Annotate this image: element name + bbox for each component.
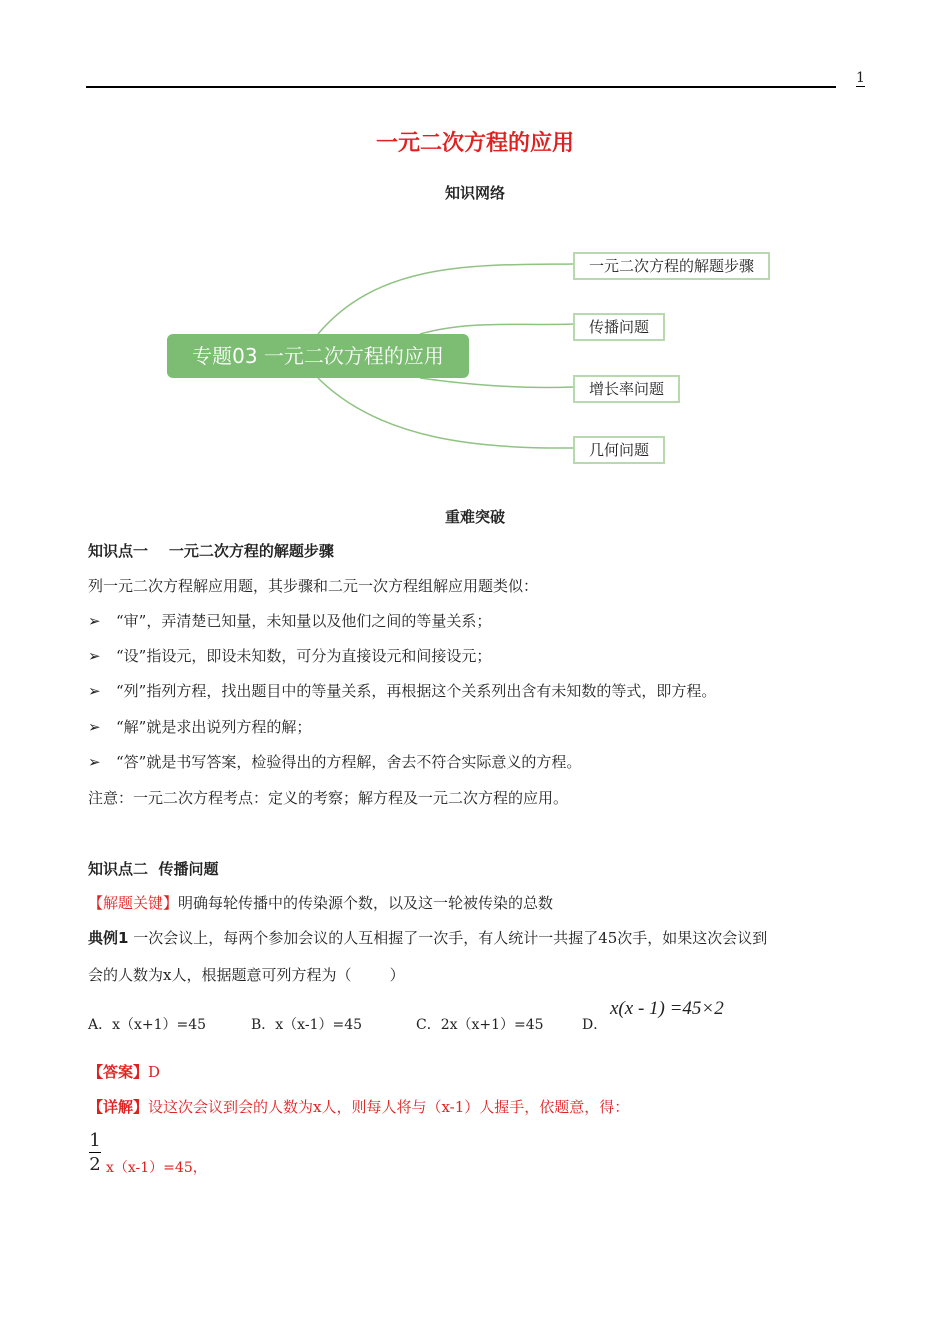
option-c: C．2x（x+1）=45 [416,1017,544,1033]
option-b: B．x（x-1）=45 [251,1017,363,1033]
bullet-arrow-icon: ➢ [88,682,101,700]
option-d-formula: x(x - 1) =45×2 [610,998,724,1019]
bullet-arrow-icon: ➢ [88,647,101,665]
list-item: ➢ “设”指设元，即设未知数，可分为直接设元和间接设元； [88,647,492,665]
list-item: ➢ “答”就是书写答案，检验得出的方程解，舍去不符合实际意义的方程。 [88,753,582,771]
fraction-half: 1 2 [89,1130,101,1175]
kp2-heading: 知识点二 传播问题 [88,860,219,878]
kp1-note: 注意：一元二次方程考点：定义的考察；解方程及一元二次方程的应用。 [88,789,569,807]
mindmap-node-growth: 增长率问题 [573,375,680,403]
kp1-heading: 知识点一 一元二次方程的解题步骤 [88,542,334,560]
kp2-key: 【解题关键】明确每轮传播中的传染源个数，以及这一轮被传染的总数 [88,894,554,912]
page-number: 1 [856,70,865,86]
answer: 【答案】D [88,1063,161,1081]
mindmap-node-steps: 一元二次方程的解题步骤 [573,252,770,280]
list-item: ➢ “列”指列方程，找出题目中的等量关系，再根据这个关系列出含有未知数的等式，即方程。 [88,682,717,700]
kp1-intro: 列一元二次方程解应用题，其步骤和二元一次方程组解应用题类似： [88,577,539,595]
list-item: ➢ “审”，弄清楚已知量，未知量以及他们之间的等量关系； [88,612,492,630]
mindmap-node-geometry: 几何问题 [573,436,665,464]
mindmap-connectors [0,0,950,520]
section-heading-breakthrough: 重难突破 [444,508,505,526]
example-1-cont: 会的人数为x人，根据题意可列方程为（ ） [88,966,405,984]
detail: 【详解】设这次会议到会的人数为x人，则每人将与（x-1）人握手，依题意，得： [88,1098,630,1116]
bullet-arrow-icon: ➢ [88,612,101,630]
bullet-arrow-icon: ➢ [88,718,101,736]
option-d: D． [582,1017,608,1033]
detail-equation: x（x-1）=45， [106,1160,207,1176]
mindmap-node-spread: 传播问题 [573,313,665,341]
mindmap-center-node: 专题03 一元二次方程的应用 [167,334,469,378]
section-heading-network: 知识网络 [444,184,505,202]
page-title: 一元二次方程的应用 [375,131,574,156]
bullet-arrow-icon: ➢ [88,753,101,771]
option-a: A．x（x+1）=45 [88,1017,207,1033]
example-1: 典例1 一次会议上，每两个参加会议的人互相握了一次手，有人统计一共握了45次手，如果这次会议到 [88,929,768,947]
list-item: ➢ “解”就是求出说列方程的解； [88,718,312,736]
